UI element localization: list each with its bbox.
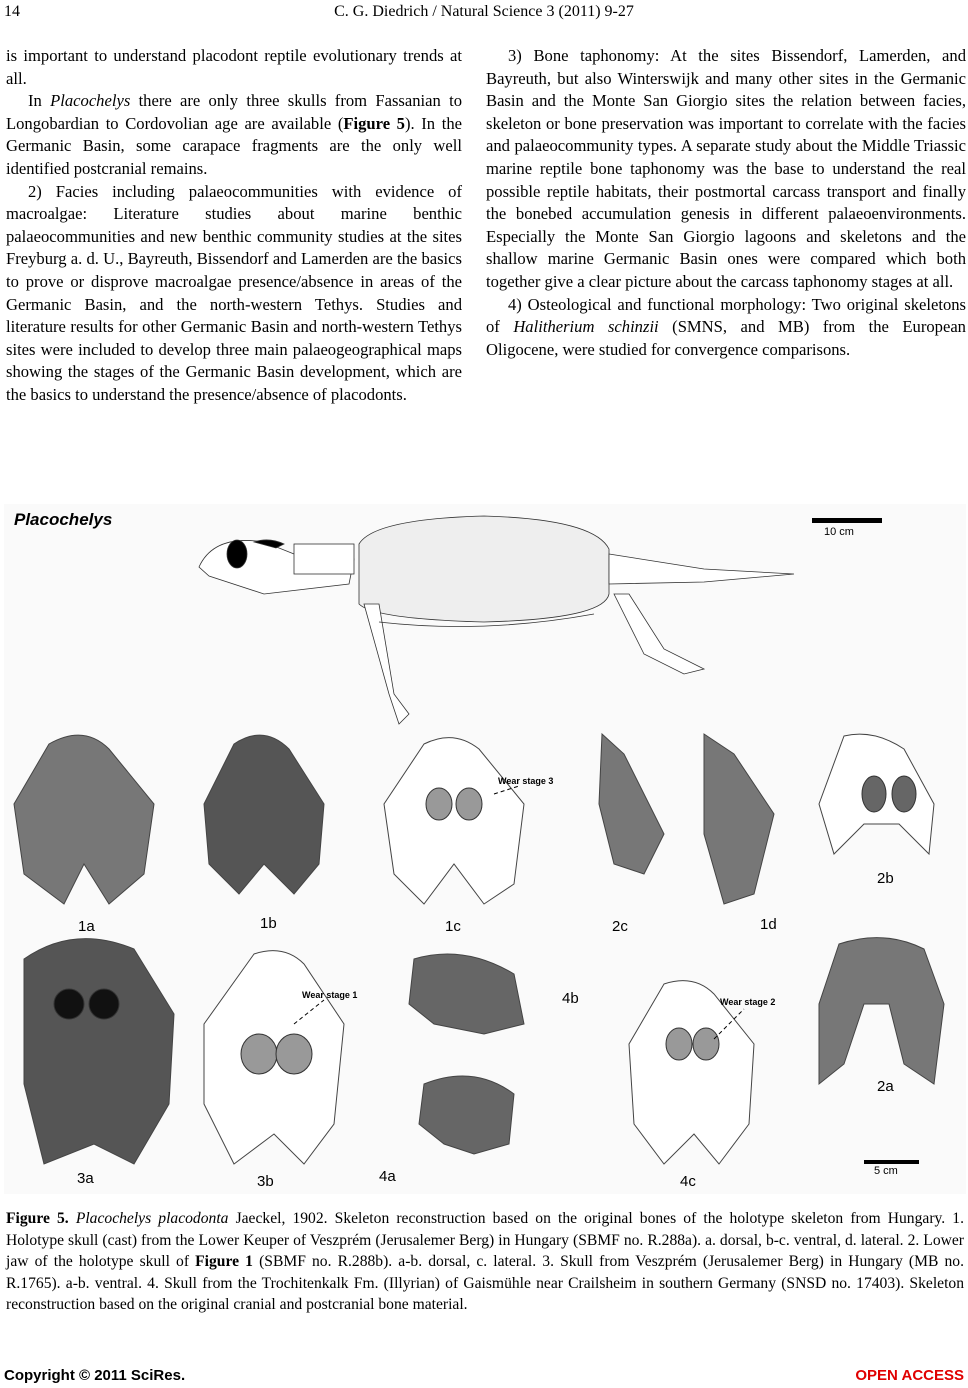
paragraph: 3) Bone taphonomy: At the sites Bissendorf, Lamerden, and Bayreuth, but also Winterswijk and many other sites in the Germanic Basin and the Monte San Giorgio sites the relation between facies, skeleton or bone preservation was important to correlate with the facies and palaeocommunity types. A separate study about the Middle Triassic marine reptile bone taphonomy was the base to understand the real possible reptile habitats, their postmortal carcass transport and finally the bonebed accumulation genesis in different palaeoenvironments. Especially the Monte San Giorgio lagoons and skeletons and the shallow marine Germanic Basin ones were compared which both together give a clear picture about the carcass taphonomy stages at all. xyxy=(486,46,966,291)
label-3a: 3a xyxy=(77,1170,94,1187)
label-1c: 1c xyxy=(445,918,461,935)
paragraph: 2) Facies including palaeocommunities with evidence of macroalgae: Literature studies about marine benthic palaeocommunities and new benthic community studies at the sites Freyburg a. d. U., Bayreuth, Bissendorf and Lamerden are the basics to prove or disprove macroalgae presence/absence in areas of the Germanic Basin, and the north-western Tethys. Studies and literature results for other Germanic Basin and north-western Tethys sites were included to develop three main palaeogeographical maps showing the stages of the Germanic Basin development, which are the basics to understand the presence/absence of placodonts. xyxy=(6,181,462,404)
label-2b: 2b xyxy=(877,870,894,887)
wear-stage-3-label: Wear stage 3 xyxy=(498,776,554,786)
wear-stage-1-label: Wear stage 1 xyxy=(302,990,358,1000)
label-1d: 1d xyxy=(760,916,777,933)
scale-label-top: 10 cm xyxy=(824,526,854,538)
right-column xyxy=(486,45,966,361)
page-number: 14 xyxy=(4,3,20,20)
scale-bar-5cm xyxy=(864,1160,919,1164)
label-4a: 4a xyxy=(379,1168,396,1185)
label-4b: 4b xyxy=(562,990,579,1007)
label-4c: 4c xyxy=(680,1173,696,1190)
label-3b: 3b xyxy=(257,1173,274,1190)
label-2c: 2c xyxy=(612,918,628,935)
figure-caption: Figure 5. Placochelys placodonta Jaeckel, 1902. Skeleton reconstruction based on the original bones of the holotype skeleton from Hungary. 1. Holotype skull (cast) from the Lower Keuper of Veszprém (Jerusalemer Berg) in Hungary (SBMF no. R.288a). a. dorsal, b-c. ventral, d. lateral. 2. Lower jaw of the holotype skull of Figure 1 (SBMF no. R.288b). a-b. dorsal, c. lateral. 3. Skull from Veszprém (Jerusalemer Berg) in Hungary (MB no. R.1765). a-b. ventral. 4. Skull from the Trochitenkalk Fm. (Illyrian) of Gaismühle near Crailsheim in southern Germany (SNSD no. 17403). Skeleton reconstruction based on the original cranial and postcranial bone material. xyxy=(6,1210,965,1313)
paragraph: is important to understand placodont reptile evolutionary trends at all. xyxy=(6,46,462,88)
label-1a: 1a xyxy=(78,918,95,935)
figure-5 xyxy=(4,504,966,1194)
label-1b: 1b xyxy=(260,915,277,932)
figure-title: Placochelys xyxy=(14,510,113,529)
paragraph: 4) Osteological and functional morphology: Two original skeletons of Halitherium schinzii (SMNS, and MB) from the European Oligocene, were studied for convergence comparisons. xyxy=(486,294,966,359)
scale-bar-10cm xyxy=(812,518,882,523)
copyright: Copyright © 2011 SciRes. xyxy=(4,1367,186,1384)
open-access-badge: OPEN ACCESS xyxy=(855,1367,964,1384)
wear-stage-2-label: Wear stage 2 xyxy=(720,997,776,1007)
label-2a: 2a xyxy=(877,1078,894,1095)
paragraph: In Placochelys there are only three skulls from Fassanian to Longobardian to Cordovolian age are available (Figure 5). In the Germanic Basin, some carapace fragments are the only well identified postcranial remains. xyxy=(6,91,462,178)
figure-artwork xyxy=(4,504,966,1194)
scale-label-bottom: 5 cm xyxy=(874,1165,898,1177)
running-title: C. G. Diedrich / Natural Science 3 (2011) 9-27 xyxy=(334,3,634,20)
left-column xyxy=(6,45,462,407)
